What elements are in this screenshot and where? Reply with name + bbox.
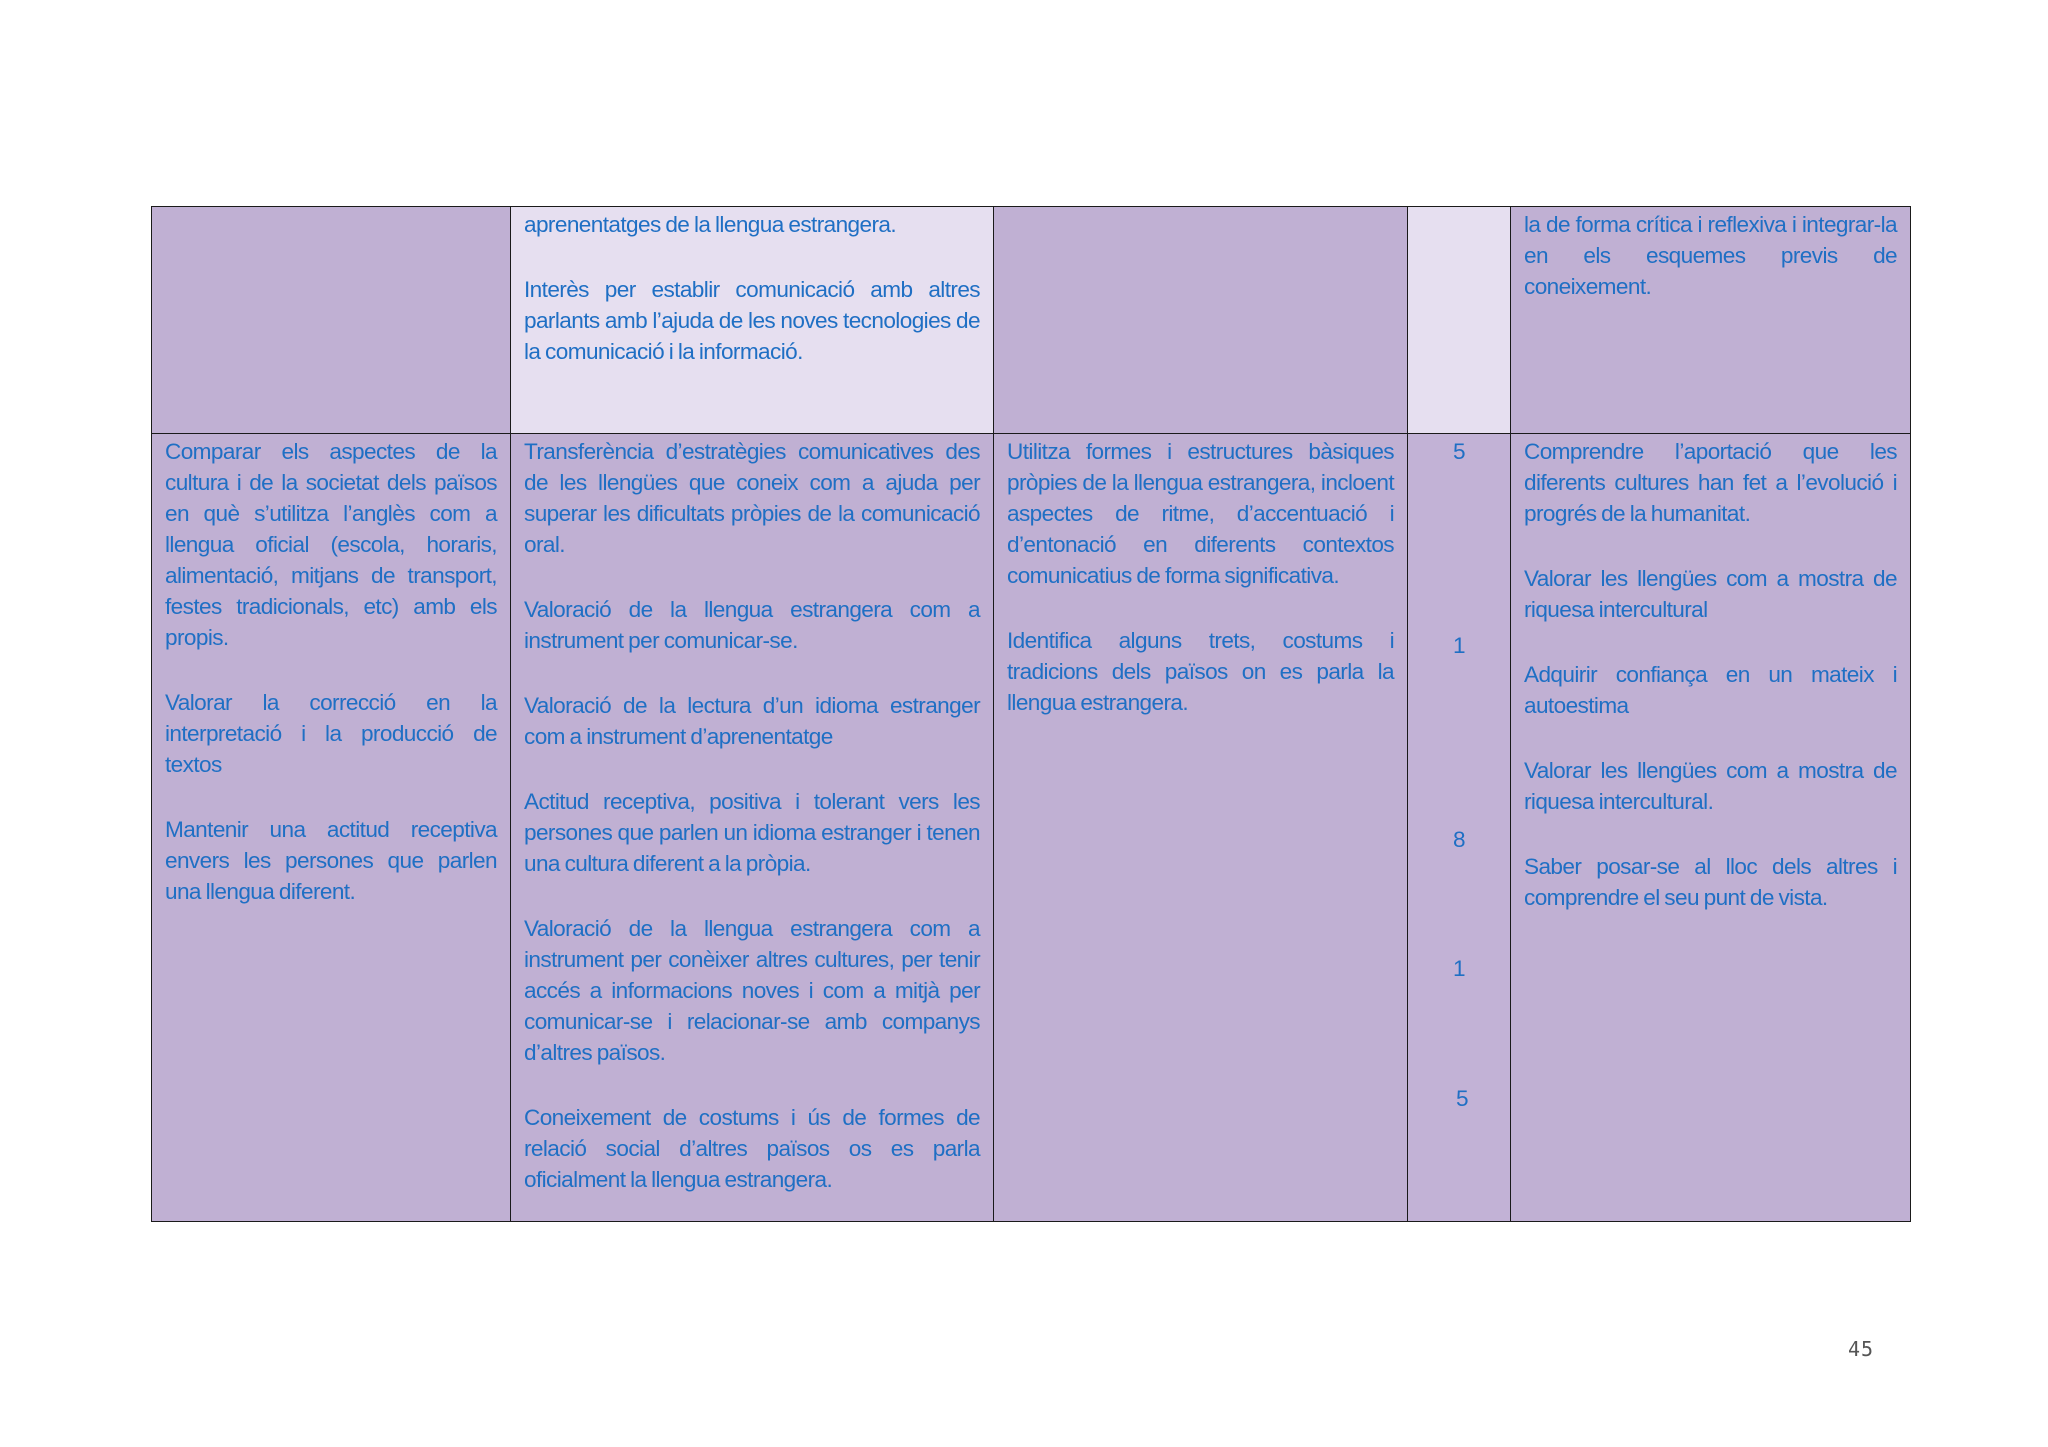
- paragraph: Comparar els aspectes de la cultura i de la societat dels països en què s’utilitza l’anglès com a llengua oficial (escola, horaris, alimentació, mitjans de transport, festes tradicionals, etc) amb els propis.: [165, 439, 497, 650]
- paragraph: Comprendre l’aportació que les diferents cultures han fet a l’evolució i progrés de la humanitat.: [1524, 439, 1897, 526]
- paragraph: Valorar la correcció en la interpretació i la producció de textos: [165, 690, 497, 777]
- paragraph: Interès per establir comunicació amb altres parlants amb l’ajuda de les noves tecnologies de la comunicació i la informació.: [524, 277, 980, 364]
- paragraph: Valoració de la llengua estrangera com a instrument per conèixer altres cultures, per tenir accés a informacions noves i com a mitjà per comunicar-se i relacionar-se amb companys d’altres països.: [524, 916, 980, 1065]
- paragraph: Valorar les llengües com a mostra de riquesa intercultural: [1524, 566, 1897, 622]
- paragraph: Valorar les llengües com a mostra de riquesa intercultural.: [1524, 758, 1897, 814]
- competency-number: 5: [1456, 1086, 1468, 1111]
- paragraph: Transferència d’estratègies comunicatives des de les llengües que coneix com a ajuda per superar les dificultats pròpies de la comunicació oral.: [524, 439, 980, 557]
- paragraph: aprenentatges de la llengua estrangera.: [524, 212, 897, 237]
- row1-competencies-cell: [1511, 207, 1911, 434]
- row2-competency-number-cell: [1408, 434, 1511, 1222]
- row1-competency-number-cell: [1408, 207, 1511, 434]
- row2-competencies-cell: [1511, 434, 1911, 1222]
- row1-objectives-cell: [152, 207, 511, 434]
- paragraph: Utilitza formes i estructures bàsiques pròpies de la llengua estrangera, incloent aspectes de ritme, d’accentuació i d’entonació en diferents contextos comunicatius de forma significativa.: [1007, 439, 1394, 588]
- competency-number: 8: [1453, 827, 1465, 852]
- paragraph: Mantenir una actitud receptiva envers les persones que parlen una llengua diferent.: [165, 817, 497, 904]
- table-row: [152, 434, 1911, 1222]
- row2-objectives-cell: [152, 434, 511, 1222]
- page-number: 45: [1848, 1337, 1875, 1361]
- row2-criteria-cell: [994, 434, 1408, 1222]
- row1-contents-cell: [511, 207, 994, 434]
- row1-criteria-cell: [994, 207, 1408, 434]
- paragraph: Identifica alguns trets, costums i tradicions dels països on es parla la llengua estrangera.: [1007, 628, 1394, 715]
- competency-number: 1: [1453, 956, 1465, 981]
- paragraph: Actitud receptiva, positiva i tolerant vers les persones que parlen un idioma estranger i tenen una cultura diferent a la pròpia.: [524, 789, 980, 876]
- paragraph: Valoració de la llengua estrangera com a instrument per comunicar-se.: [524, 597, 980, 653]
- competency-table: [151, 206, 1911, 1222]
- paragraph: la de forma crítica i reflexiva i integrar-la en els esquemes previs de coneixement.: [1524, 212, 1897, 299]
- paragraph: Valoració de la lectura d’un idioma estranger com a instrument d’aprenentatge: [524, 693, 980, 749]
- paragraph: Saber posar-se al lloc dels altres i comprendre el seu punt de vista.: [1524, 854, 1897, 910]
- row2-contents-cell: [511, 434, 994, 1222]
- table-row: [152, 207, 1911, 434]
- competency-number: 1: [1453, 633, 1465, 658]
- paragraph: Adquirir confiança en un mateix i autoestima: [1524, 662, 1897, 718]
- competency-number: 5: [1453, 439, 1465, 464]
- paragraph: Coneixement de costums i ús de formes de relació social d’altres països os es parla oficialment la llengua estrangera.: [524, 1105, 980, 1192]
